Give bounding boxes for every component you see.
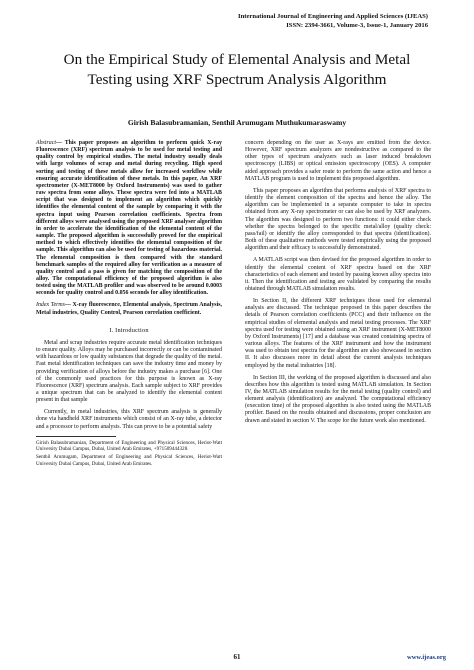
right-column bbox=[245, 140, 431, 430]
body-paragraph: In Section III, the working of the proposed algorithm is discussed and also describes how this algorithm is tested using MATLAB simulation. In Section IV, the MATLAB simulation results for the metal testing (quality control) and element analysis (identification) are analyzed. The computational efficiency (execution time) of the proposed algorithm is also tested using the MATLAB profiler. Based on the results obtained and discussions, proper conclusion are drawn and stated in section V. The scope for the future work also mentioned. bbox=[245, 374, 431, 424]
journal-issn: ISSN: 2394-3661, Volume-3, Issue-1, January 2016 bbox=[286, 22, 428, 29]
abstract bbox=[36, 140, 222, 297]
paper-authors: Girish Balasubramanian, Senthil Arumugam Muthukumaraswamy bbox=[127, 118, 347, 127]
footnote: Senthil Arumugam, Department of Engineering and Physical Sciences, Heriot-Watt University Dubai Campus, Dubai, United Arab Emirates. bbox=[36, 454, 222, 467]
left-column bbox=[36, 140, 222, 469]
index-terms-text: — X-ray fluorescence, Elemental analysis, Spectrum Analysis, Metal industries, Quality Control, Pearson correlation coefficient. bbox=[36, 302, 222, 316]
journal-name: International Journal of Engineering and Applied Sciences (IJEAS) bbox=[238, 13, 428, 20]
page-number: 61 bbox=[233, 653, 241, 661]
journal-header bbox=[238, 12, 428, 30]
body-paragraph: A MATLAB script was then devised for the proposed algorithm in order to identify the elemental content of XRF spectra based on the XRF characteristics of each element and tested by passing known alloy spectra into it. Then the identification and testing are validated by comparing the results obtained through MATLAB simulation results. bbox=[245, 257, 431, 292]
abstract-label: Abstract bbox=[36, 140, 56, 146]
footnote-divider bbox=[36, 436, 116, 437]
body-paragraph: concern depending on the user as X-rays are emitted from the device. However, XRF spectrum analyzers are nondestructive as compared to the other types of spectrum analyzers such as laser induced breakdown spectroscopy (LIBS) or optical emission spectroscopy (OES). A computer aided approach provides a safer route to perform the same action and hence a MATLAB program is used to implement this proposed algorithm. bbox=[245, 140, 431, 182]
intro-paragraph: Metal and scrap industries require accurate metal identification techniques to ensure quality. Alloys may be purchased incorrectly or can be contaminated with hazardous or low quality substances that degrade the quality of the metal. Fast metal identification techniques can save the industry time and money by providing verification of alloys before the industry makes a purchase [6]. One of the commonly used practices for this purpose is known as X-ray Fluorescence (XRF) spectrum analysis. Each sample subject to XRF provides a unique spectrum that can be analyzed to identify the elemental content present in that sample bbox=[36, 339, 222, 404]
journal-website: www.ijeas.org bbox=[407, 654, 446, 661]
index-terms bbox=[36, 302, 222, 316]
body-paragraph: This paper proposes an algorithm that performs analysis of XRF spectra to identify the element composition of the spectra and hence the alloy. The algorithm can be implemented in a separate computer to take in spectra obtained from any X-ray spectrometer or can also be used by XRF analyzers. The algorithm was designed to perform two functions: it could either check whether the spectra belonged to the specific metal/alloy (quality check: pass/fail) or identify the alloy corresponded to that spectra (identification). Both of these qualitative methods were tested empirically using the proposed algorithm and their efficacy is successfully demonstrated. bbox=[245, 187, 431, 252]
abstract-text: — This paper proposes an algorithm to perform quick X-ray Fluorescence (XRF) spectrum analysis to be used for metal testing and quality control by empirical studies. The metal industry usually deals with large volumes of scrap and metal during recycling. High speed sorting and testing of these metals allow for increased workflow while ensuring accurate identification of these metals. In this paper, An XRF spectrometer (X-MET8000 by Oxford Instruments) was used to gather raw spectra from some alloys. These spectra were fed into a MATLAB script that was designed to implement an algorithm which quickly identifies the elemental content of the sample by comparing it with the spectra input using Pearson correlation coefficients. Spectra from different alloys were analysed using the proposed XRF analyser algorithm in order to accelerate the identification of the elemental content of the sample. The proposed algorithm is successfully proved for the empirical method to which effectively identifies the elemental composition of the sample. This algorithm can also be used for testing of hazardous material. The elemental composition is then compared with the standard benchmark samples of the required alloy for verification as a measure of quality control and a pass is given for matching the composition of the alloy. The computational efficiency of the proposed algorithm is also tested using the MATLAB profiler and was observed to be around 0.0003 seconds for quality control and 0.056 seconds for alloy identification. bbox=[36, 140, 222, 297]
body-paragraph: In Section II, the different XRF techniques those used for elemental analysis are discussed. The technique proposed in this paper describes the details of Pearson correlation coefficients (PCC) and their influence on the empirical studies of elemental analysis and metal testing processes. The XRF spectra used for testing were obtained using an XRF instrument (X-MET8000 by Oxford Instruments) [17] and a database was created containing spectra of various alloys. The features of the XRF instrument and how the instrument was used to obtain test spectra for the algorithm are also showcased in section II. It also discusses more in detail about the current analysis techniques employed by the metal industries [18]. bbox=[245, 298, 431, 369]
footnote: Girish Balasubramanian, Department of Engineering and Physical Sciences, Heriot-Watt University Dubai Campus, Dubai, United Arab Emirates, +971509444328. bbox=[36, 439, 222, 453]
index-terms-label: Index Terms bbox=[36, 302, 65, 309]
section-heading-introduction: I. Introduction bbox=[109, 326, 149, 334]
paper-title: On the Empirical Study of Elemental Analysis and Metal Testing using XRF Spectrum Analysis Algorithm bbox=[63, 51, 411, 88]
intro-paragraph: Currently, in metal industries, this XRF spectrum analysis is generally done via handheld XRF instruments which consist of an X-ray tube, a detector and a processor to perform analysis. This can prove to be a potential safety bbox=[36, 409, 222, 430]
